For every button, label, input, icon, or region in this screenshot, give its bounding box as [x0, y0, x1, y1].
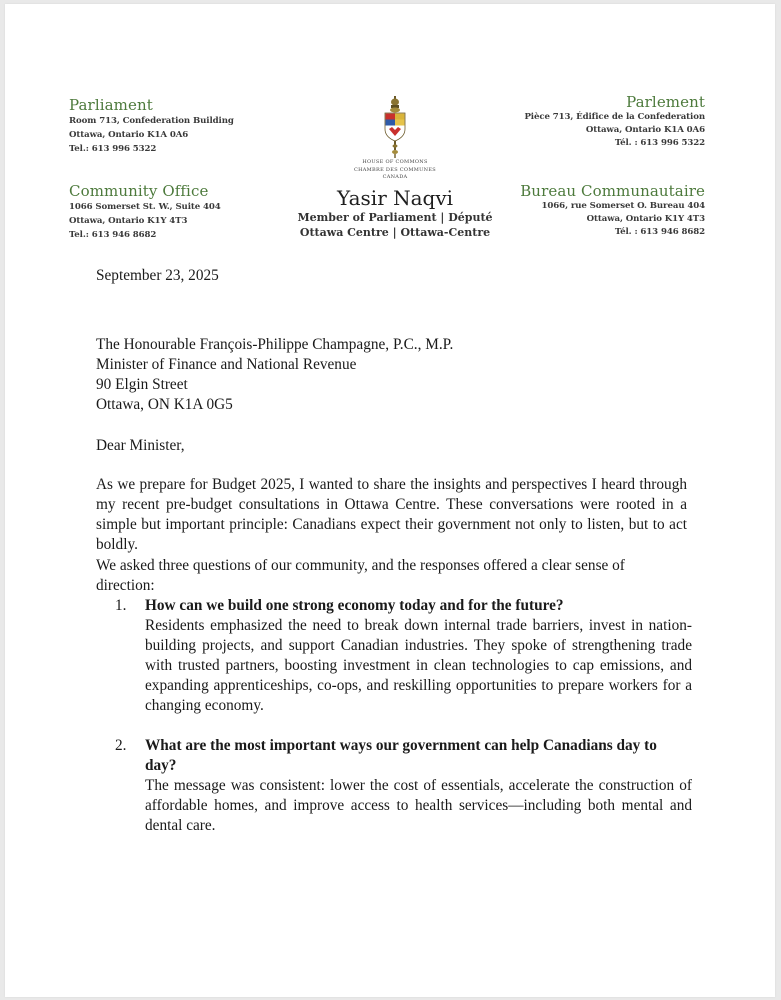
mp-role: Member of Parliament | Député — [297, 210, 493, 224]
parliament-title: Parliament — [69, 96, 153, 114]
phone-line: Tel.: 613 996 5322 — [69, 144, 157, 154]
letterhead-parliament-fr — [524, 93, 705, 150]
letter-date: September 23, 2025 — [96, 267, 219, 284]
questions-list — [96, 596, 692, 856]
community-office-title: Community Office — [69, 182, 209, 200]
question-body: Residents emphasized the need to break down internal trade barriers, invest in nation-building projects, and support Canadian industries. They spoke of strengthening trade with trusted partners, boosting investment in clean technologies to cap emissions, and expanding apprenticeships, co-ops, and reskilling opportunities to prepare workers for a changing economy. — [145, 617, 692, 714]
question-number: 2. — [115, 737, 127, 754]
question-number: 1. — [115, 597, 127, 614]
recipient-city: Ottawa, ON K1A 0G5 — [96, 396, 233, 413]
address-line: Ottawa, Ontario K1A 0A6 — [69, 130, 189, 140]
letterhead-community-en — [69, 182, 221, 242]
mp-riding: Ottawa Centre | Ottawa-Centre — [299, 225, 491, 239]
recipient-title: Minister of Finance and National Revenue — [96, 356, 357, 373]
recipient-name: The Honourable François-Philippe Champagne, P.C., M.P. — [96, 336, 454, 353]
address-line: Room 713, Confederation Building — [69, 116, 234, 126]
intro-paragraph: As we prepare for Budget 2025, I wanted to share the insights and perspectives I heard through my recent pre-budget consultations in Ottawa Centre. These conversations were rooted in a simple but important principle: Canadians expect their government not only to listen, but to act boldly. — [96, 476, 687, 553]
house-label-country: CANADA — [382, 174, 408, 180]
letter-page — [5, 4, 775, 997]
address-line: 1066, rue Somerset O. Bureau 404 — [541, 201, 705, 211]
letterhead-center — [275, 96, 515, 240]
bureau-communautaire-title: Bureau Communautaire — [520, 182, 705, 200]
question-item — [96, 736, 692, 836]
salutation: Dear Minister, — [96, 437, 185, 454]
address-line: Ottawa, Ontario K1Y 4T3 — [586, 214, 705, 224]
recipient-block — [96, 335, 687, 415]
letterhead-community-fr — [520, 182, 705, 239]
address-line: Ottawa, Ontario K1A 0A6 — [585, 125, 705, 135]
question-title: What are the most important ways our government can help Canadians day to day? — [145, 737, 657, 774]
phone-line: Tél. : 613 996 5322 — [614, 138, 705, 148]
house-label-fr: CHAMBRE DES COMMUNES — [353, 166, 437, 173]
question-body: The message was consistent: lower the cost of essentials, accelerate the construction of affordable homes, and improve access to health services—including both mental and dental care. — [145, 777, 692, 834]
address-line: Ottawa, Ontario K1Y 4T3 — [69, 216, 188, 226]
mp-name: Yasir Naqvi — [336, 185, 454, 210]
phone-line: Tel.: 613 946 8682 — [69, 230, 157, 240]
letterhead-parliament-en — [69, 96, 234, 156]
address-line: Pièce 713, Édifice de la Confederation — [524, 112, 705, 122]
parlement-title: Parlement — [626, 93, 705, 111]
phone-line: Tél. : 613 946 8682 — [614, 227, 705, 237]
house-label-en: HOUSE OF COMMONS — [362, 159, 428, 165]
question-item — [96, 596, 692, 716]
address-line: 1066 Somerset St. W., Suite 404 — [69, 202, 221, 212]
house-of-commons-crest-icon — [382, 96, 408, 158]
question-title: How can we build one strong economy today and for the future? — [145, 597, 564, 614]
questions-intro-paragraph: We asked three questions of our community, and the responses offered a clear sense of direction: — [96, 557, 625, 594]
recipient-street: 90 Elgin Street — [96, 376, 188, 393]
